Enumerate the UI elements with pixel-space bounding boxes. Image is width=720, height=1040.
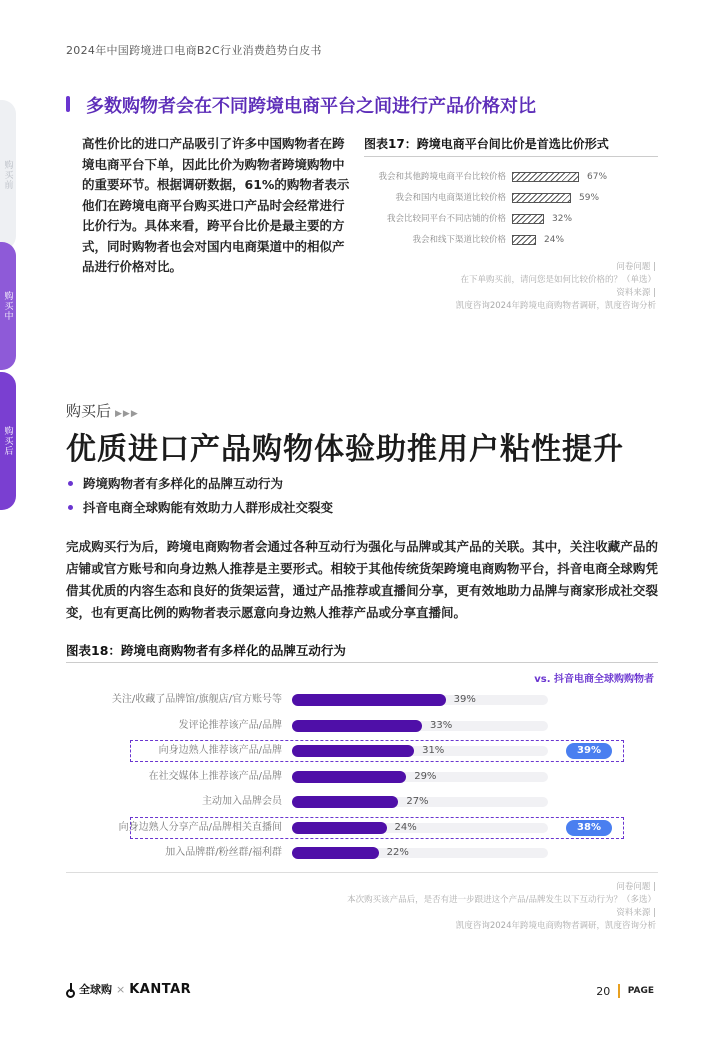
category-label: 关注/收藏了品牌馆/旗舰店/官方账号等 bbox=[111, 694, 282, 705]
category-label: 在社交媒体上推荐该产品/品牌 bbox=[148, 770, 282, 782]
bar bbox=[292, 720, 422, 732]
data-label: 39% bbox=[453, 694, 476, 705]
section1-title: 多数购物者会在不同跨境电商平台之间进行产品价格对比 bbox=[86, 96, 536, 117]
bar bbox=[292, 796, 398, 808]
comparison-badge: 39% bbox=[566, 743, 612, 759]
figure17-title: 图表17：跨境电商平台间比价是首选比价形式 bbox=[364, 137, 609, 151]
category-label: 我会比较同平台不同店铺的价格 bbox=[386, 214, 506, 224]
kantar-logo: KANTAR bbox=[129, 981, 192, 997]
bar bbox=[292, 745, 414, 757]
section1-paragraph: 高性价比的进口产品吸引了许多中国购物者在跨境电商平台下单，因此比价为购物者跨境购物中的重要环节。根据调研数据，61%的购物者表示他们在跨境电商平台购买进口产品时会经常进行比价行为。具体来看，跨平台比价是最主要的方式，同时购物者也会对国内电商渠道中的相似产品进行价格对比。 bbox=[82, 136, 350, 274]
page-separator bbox=[618, 984, 620, 998]
footer-logo bbox=[66, 981, 191, 997]
logo-separator: × bbox=[116, 982, 126, 996]
bar bbox=[292, 694, 446, 706]
category-label: 加入品牌群/粉丝群/福利群 bbox=[165, 847, 282, 858]
divider bbox=[66, 662, 658, 663]
section2-tag bbox=[66, 400, 139, 421]
data-label: 24% bbox=[394, 821, 417, 833]
figure18-title: 图表18：跨境电商购物者有多样化的品牌互动行为 bbox=[66, 643, 346, 658]
chart-row bbox=[66, 692, 658, 708]
chart-row bbox=[364, 233, 664, 247]
bullet-item: 抖音电商全球购能有效助力人群形成社交裂变 bbox=[66, 498, 333, 516]
section2-tag-label: 购买后 bbox=[66, 402, 112, 420]
source-line: 凯度咨询2024年跨境电商购物者调研，凯度咨询分析 bbox=[455, 301, 656, 311]
data-label: 33% bbox=[429, 719, 453, 731]
chart-row bbox=[364, 170, 664, 184]
source-line: 资料来源 | bbox=[616, 288, 656, 298]
chart-row bbox=[364, 212, 664, 226]
section-marker bbox=[66, 96, 70, 112]
arrows-icon: ▶▶▶ bbox=[115, 409, 139, 419]
bar bbox=[292, 822, 387, 834]
data-label: 22% bbox=[386, 847, 409, 858]
chart-row bbox=[66, 794, 658, 810]
chart-row bbox=[364, 191, 664, 205]
bar bbox=[512, 193, 571, 203]
side-tab-during-purchase[interactable]: 购买中 bbox=[0, 242, 16, 370]
bar bbox=[512, 235, 536, 245]
source-line: 资料来源 | bbox=[616, 908, 656, 918]
section2-paragraph: 完成购买行为后，跨境电商购物者会通过各种互动行为强化与品牌或其产品的关联。其中，关注收藏产品的店铺或官方账号和向身边熟人推荐是主要形式。相较于其他传统货架跨境电商购物平台，抖音电商全球购凭借其优质的内容生态和良好的货架运营，通过产品推荐或直播间分享，更有效地助力品牌与商家形成社交裂变，也有更高比例的购物者表示愿意向身边熟人推荐产品或分享直播间。 bbox=[66, 539, 658, 620]
divider bbox=[66, 872, 658, 873]
category-label: 向身边熟人推荐该产品/品牌 bbox=[158, 745, 282, 756]
section2-heading: 优质进口产品购物体验助推用户粘性提升 bbox=[66, 432, 624, 467]
data-label: 67% bbox=[587, 172, 608, 182]
side-tab-after-purchase[interactable]: 购买后 bbox=[0, 372, 16, 510]
bar bbox=[512, 214, 544, 224]
data-label: 27% bbox=[406, 796, 429, 807]
side-tab-before-purchase[interactable]: 购买前 bbox=[0, 100, 16, 250]
category-label: 我会和国内电商渠道比较价格 bbox=[395, 193, 506, 203]
category-label: 发评论推荐该产品/品牌 bbox=[178, 719, 282, 731]
bar bbox=[292, 847, 379, 859]
bullet-item: 跨境购物者有多样化的品牌互动行为 bbox=[66, 474, 283, 492]
bar bbox=[512, 172, 579, 182]
chart-row bbox=[66, 769, 658, 785]
page-number: 20 PAGE bbox=[596, 984, 654, 998]
category-label: 我会和线下渠道比较价格 bbox=[412, 235, 506, 245]
source-line: 在下单购买前，请问您是如何比较价格的？（单选） bbox=[460, 275, 656, 285]
data-label: 32% bbox=[552, 214, 573, 224]
comparison-badge: 38% bbox=[566, 820, 612, 836]
logo-text: 全球购 bbox=[79, 983, 112, 996]
bar bbox=[292, 771, 406, 783]
divider bbox=[364, 156, 658, 157]
source-line: 凯度咨询2024年跨境电商购物者调研，凯度咨询分析 bbox=[455, 921, 656, 931]
document-title: 2024年中国跨境进口电商B2C行业消费趋势白皮书 bbox=[66, 44, 322, 57]
chart-row bbox=[66, 845, 658, 861]
category-label: 我会和其他跨境电商平台比较价格 bbox=[378, 172, 506, 182]
source-line: 本次购买该产品后，是否有进一步跟进这个产品/品牌发生以下互动行为？（多选） bbox=[347, 895, 656, 905]
bullet-dot-icon bbox=[68, 505, 73, 510]
data-label: 59% bbox=[579, 193, 600, 203]
category-label: 主动加入品牌会员 bbox=[202, 796, 282, 807]
data-label: 29% bbox=[414, 770, 437, 782]
source-line: 问卷问题 | bbox=[616, 882, 656, 892]
chart-row bbox=[66, 718, 658, 734]
bullet-dot-icon bbox=[68, 481, 73, 486]
comparison-legend: vs. 抖音电商全球购购物者 bbox=[534, 674, 654, 685]
tiktok-icon bbox=[66, 983, 76, 995]
category-label: 向身边熟人分享产品/品牌相关直播间 bbox=[118, 821, 282, 833]
source-line: 问卷问题 | bbox=[616, 262, 656, 272]
data-label: 31% bbox=[422, 745, 445, 756]
data-label: 24% bbox=[544, 235, 565, 245]
